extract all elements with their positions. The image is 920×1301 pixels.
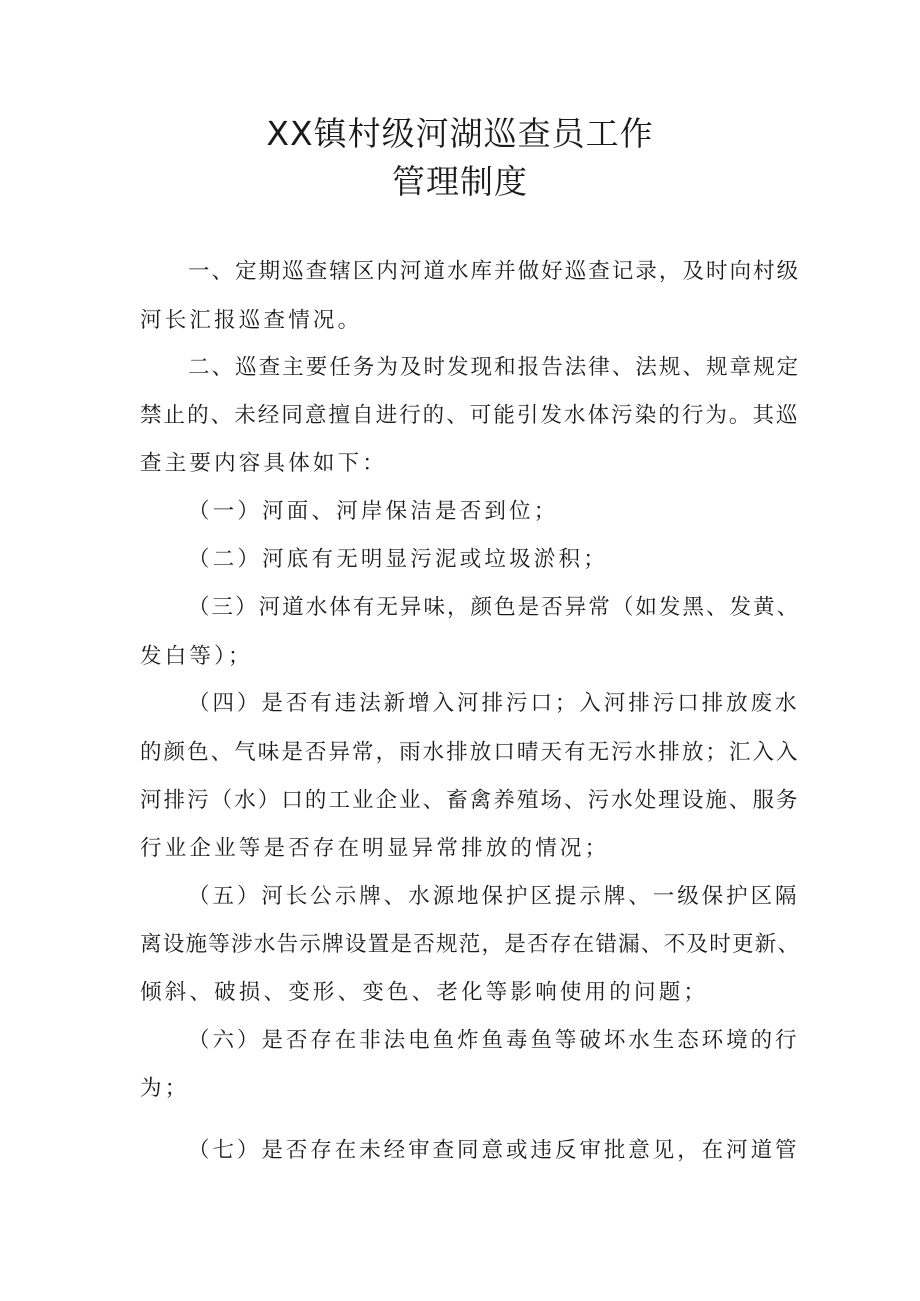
- paragraph-line: 倾斜、破损、变形、变色、老化等影响使用的问题；: [140, 980, 709, 1005]
- paragraph-line: 发白等）；: [140, 644, 253, 669]
- paragraph-line: 一、定期巡查辖区内河道水库并做好巡查记录，及时向村级: [188, 259, 801, 284]
- paragraph-line: （一）河面、河岸保洁是否到位；: [188, 499, 559, 524]
- paragraph-line: 行业企业等是否存在明显异常排放的情况；: [140, 836, 610, 861]
- paragraph-line: （五）河长公示牌、水源地保护区提示牌、一级保护区隔: [188, 884, 800, 909]
- document-title-line-2: 管理制度: [392, 162, 528, 201]
- paragraph-line: （四）是否有违法新增入河排污口；入河排污口排放废水: [188, 691, 800, 716]
- paragraph-line: 的颜色、气味是否异常，雨水排放口晴天有无污水排放；汇入入: [140, 740, 800, 765]
- paragraph-line: 为；: [140, 1076, 190, 1101]
- paragraph-line: （二）河底有无明显污泥或垃圾淤积；: [188, 547, 608, 572]
- paragraph-line: （三）河道水体有无异味，颜色是否异常（如发黑、发黄、: [188, 595, 801, 620]
- paragraph-line: 河长汇报巡查情况。: [140, 308, 363, 333]
- paragraph-line: 河排污（水）口的工业企业、畜禽养殖场、污水处理设施、服务: [140, 788, 800, 813]
- paragraph-line: （六）是否存在非法电鱼炸鱼毒鱼等破坏水生态环境的行: [188, 1028, 800, 1053]
- document-title-line-1: XX镇村级河湖巡查员工作: [266, 114, 654, 153]
- paragraph-line: （七）是否存在未经审查同意或违反审批意见，在河道管: [188, 1138, 800, 1163]
- paragraph-line: 查主要内容具体如下：: [140, 451, 388, 476]
- paragraph-line: 二、巡查主要任务为及时发现和报告法律、法规、规章规定: [188, 355, 801, 380]
- paragraph-line: 离设施等涉水告示牌设置是否规范，是否存在错漏、不及时更新、: [140, 932, 801, 957]
- paragraph-line: 禁止的、未经同意擅自进行的、可能引发水体污染的行为。其巡: [140, 403, 800, 428]
